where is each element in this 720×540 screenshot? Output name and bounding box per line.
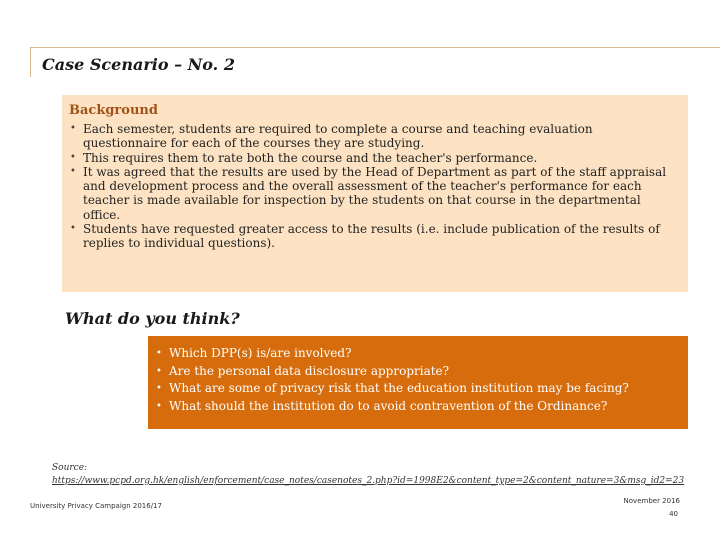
source-label: Source: <box>52 463 88 473</box>
background-item: • Students have requested greater access to the results (i.e. include publication of the results of replies to individual questions). <box>69 222 680 251</box>
discussion-item: • Which DPP(s) is/are involved? <box>156 345 680 363</box>
background-list <box>69 122 680 251</box>
page-number: 40 <box>669 510 678 518</box>
discussion-heading: What do you think? <box>65 309 240 328</box>
frame-line-left <box>30 47 31 77</box>
frame-line-top <box>30 47 720 48</box>
slide-title: Case Scenario – No. 2 <box>42 55 235 74</box>
discussion-box <box>148 336 688 429</box>
footer-date: November 2016 <box>623 497 680 505</box>
background-item: • This requires them to rate both the course and the teacher's performance. <box>69 151 680 165</box>
background-item: • Each semester, students are required to complete a course and teaching evaluation questionnaire for each of the courses they are studying. <box>69 122 680 151</box>
discussion-list <box>156 345 680 415</box>
discussion-item: • What are some of privacy risk that the education institution may be facing? <box>156 380 680 398</box>
discussion-item: • Are the personal data disclosure appropriate? <box>156 363 680 381</box>
footer-campaign: University Privacy Campaign 2016/17 <box>30 502 162 510</box>
source-note <box>52 462 712 488</box>
background-heading: Background <box>69 103 158 118</box>
background-box <box>62 95 688 292</box>
discussion-item: • What should the institution do to avoid contravention of the Ordinance? <box>156 398 680 416</box>
source-link[interactable]: https://www.pcpd.org.hk/english/enforcement/case_notes/casenotes_2.php?id=1998E2&content_type=2&content_nature=3&msg_id2=23 <box>52 476 685 486</box>
background-item: • It was agreed that the results are used by the Head of Department as part of the staff appraisal and development process and the overall assessment of the teacher's performance for each teacher is made available for inspection by the students on that course in the departmental office. <box>69 165 680 222</box>
